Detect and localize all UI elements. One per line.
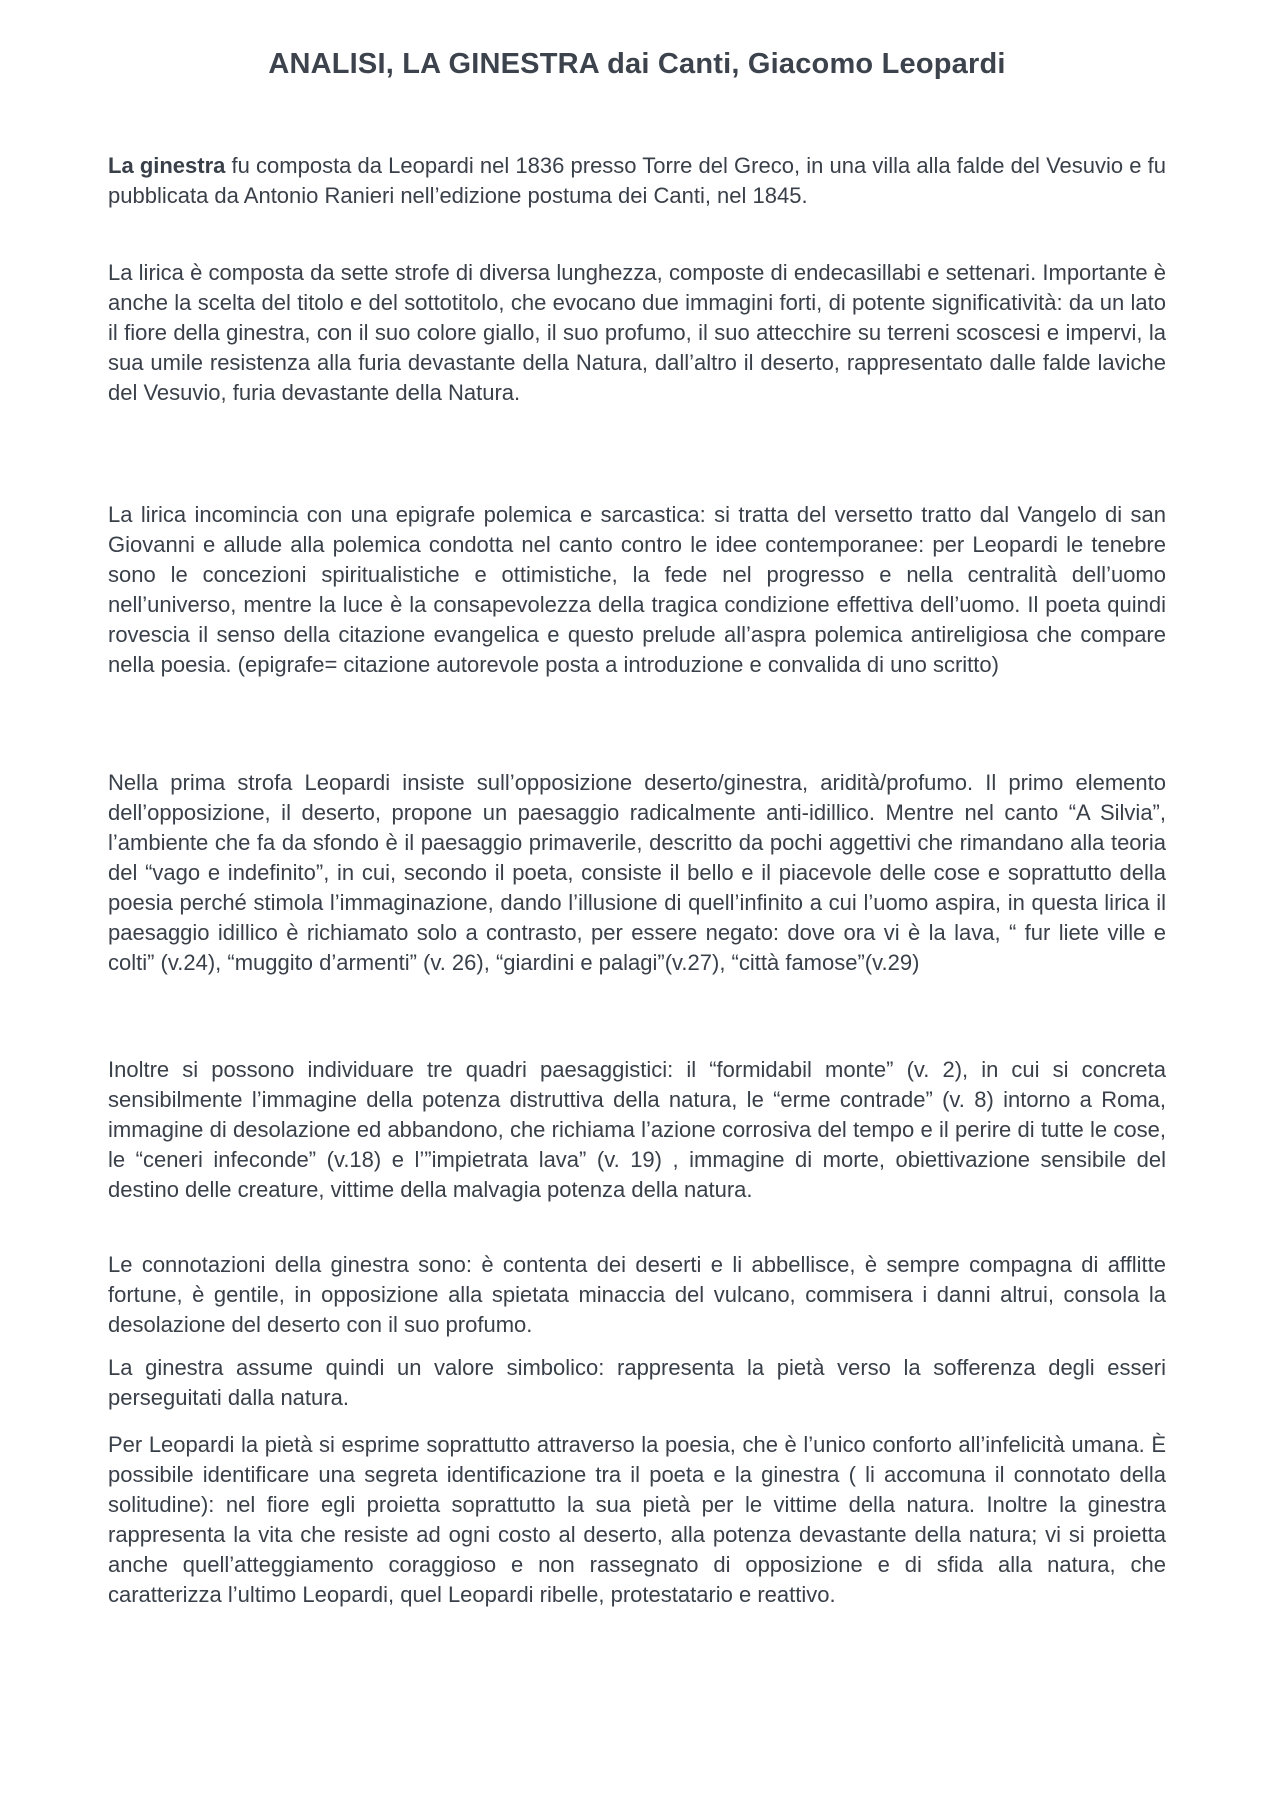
paragraph-text: fu composta da Leopardi nel 1836 presso Torre del Greco, in una villa alla falde del Vesuvio e fu pubblicata da Antonio Ranieri nell’edizione postuma dei Canti, nel 1845.	[108, 153, 1166, 208]
paragraph-symbolic-value: La ginestra assume quindi un valore simbolico: rappresenta la pietà verso la sofferenza degli esseri perseguitati dalla natura.	[108, 1355, 1166, 1410]
paragraph-epigraph: La lirica incomincia con una epigrafe polemica e sarcastica: si tratta del versetto tratto dal Vangelo di san Giovanni e allude alla polemica condotta nel canto contro le idee contemporanee: per Leopardi le tenebre sono le concezioni spiritualistiche e ottimistiche, la fede nel progresso e nella centralità dell’uomo nell’universo, mentre la luce è la consapevolezza della tragica condizione effettiva dell’uomo. Il poeta quindi rovescia il senso della citazione evangelica e questo prelude all’aspra polemica antireligiosa che compare nella poesia. (epigrafe= citazione autorevole posta a introduzione e convalida di uno scritto)	[108, 502, 1166, 677]
paragraph-connotations: Le connotazioni della ginestra sono: è contenta dei deserti e li abbellisce, è sempre compagna di afflitte fortune, è gentile, in opposizione alla spietata minaccia del vulcano, commisera i danni altrui, consola la desolazione del deserto con il suo profumo.	[108, 1252, 1166, 1337]
paragraph-landscapes: Inoltre si possono individuare tre quadri paesaggistici: il “formidabil monte” (v. 2), in cui si concreta sensibilmente l’immagine della potenza distruttiva della natura, le “erme contrade” (v. 8) intorno a Roma, immagine di desolazione ed abbandono, che richiama l’azione corrosiva del tempo e il perire di tutte le cose, le “ceneri infeconde” (v.18) e l’”impietrata lava” (v. 19) , immagine di morte, obiettivazione sensibile del destino delle creature, vittime della malvagia potenza della natura.	[108, 1057, 1166, 1202]
paragraph-structure: La lirica è composta da sette strofe di diversa lunghezza, composte di endecasillabi e settenari. Importante è anche la scelta del titolo e del sottotitolo, che evocano due immagini forti, di potente significatività: da un lato il fiore della ginestra, con il suo colore giallo, il suo profumo, il suo attecchire su terreni scoscesi e impervi, la sua umile resistenza alla furia devastante della Natura, dall’altro il deserto, rappresentato dalle falde laviche del Vesuvio, furia devastante della Natura.	[108, 260, 1166, 405]
paragraph-first-strophe: Nella prima strofa Leopardi insiste sull’opposizione deserto/ginestra, aridità/profumo. Il primo elemento dell’opposizione, il deserto, propone un paesaggio radicalmente anti-idillico. Mentre nel canto “A Silvia”, l’ambiente che fa da sfondo è il paesaggio primaverile, descritto da pochi aggettivi che rimandano alla teoria del “vago e indefinito”, in cui, secondo il poeta, consiste il bello e il piacevole delle cose e soprattutto della poesia perché stimola l’immaginazione, dando l’illusione di quell’infinito a cui l’uomo aspira, in questa lirica il paesaggio idillico è richiamato solo a contrasto, per essere negato: dove ora vi è la lava, “ fur liete ville e colti” (v.24), “muggito d’armenti” (v. 26), “giardini e palagi”(v.27), “città famose”(v.29)	[108, 770, 1166, 975]
paragraph-composition	[108, 151, 1166, 211]
page-title: ANALISI, LA GINESTRA dai Canti, Giacomo Leopardi	[268, 48, 1006, 80]
paragraph-lead-bold: La ginestra	[108, 153, 226, 178]
paragraph-pity-poetry: Per Leopardi la pietà si esprime soprattutto attraverso la poesia, che è l’unico conforto all’infelicità umana. È possibile identificare una segreta identificazione tra il poeta e la ginestra ( li accomuna il connotato della solitudine): nel fiore egli proietta soprattutto la sua pietà per le vittime della natura. Inoltre la ginestra rappresenta la vita che resiste ad ogni costo al deserto, alla potenza devastante della natura; vi si proietta anche quell’atteggiamento coraggioso e non rassegnato di opposizione e di sfida alla natura, che caratterizza l’ultimo Leopardi, quel Leopardi ribelle, protestatario e reattivo.	[108, 1432, 1166, 1607]
